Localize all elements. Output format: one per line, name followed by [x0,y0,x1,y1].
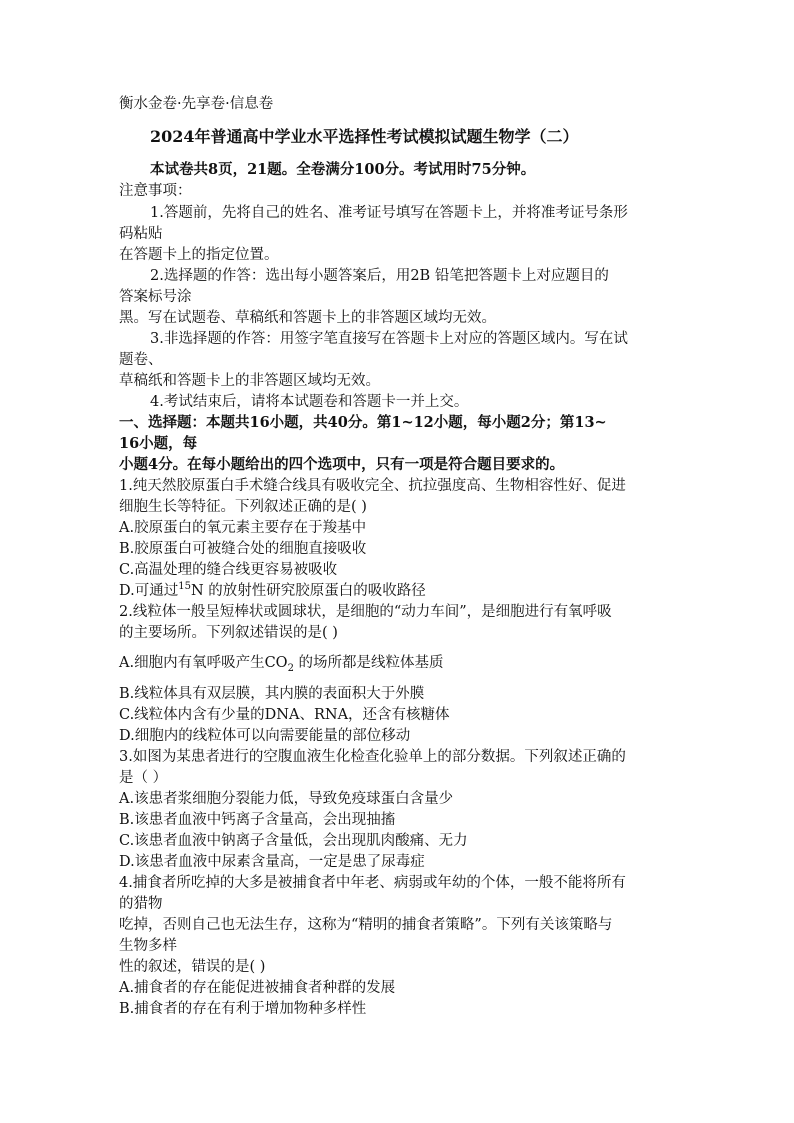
section-heading: 16小题，每 [119,435,198,452]
notice-line: 4.考试结束后，请将本试题卷和答题卡一并上交。 [150,394,469,410]
option-d-suffix: N 的放射性研究胶原蛋白的吸收路径 [190,583,426,599]
notice-line: 题卷、 [119,352,163,368]
question-stem: 1.纯天然胶原蛋白手术缝合线具有吸收完全、抗拉强度高、生物相容性好、促进 [119,478,626,494]
question-stem: 的猎物 [119,896,163,912]
question-stem: 是（ ） [119,770,168,786]
question-stem: 3.如图为某患者进行的空腹血液生化检查化验单上的部分数据。下列叙述正确的 [119,749,626,765]
notice-heading: 注意事项： [119,183,192,199]
option-a: A.胶原蛋白的氧元素主要存在于羧基中 [119,520,367,536]
question-stem: 生物多样 [119,938,177,954]
notice-line: 2.选择题的作答：选出每小题答案后，用2B 铅笔把答题卡上对应题目的 [150,268,609,284]
option-a-prefix: A.细胞内有氧呼吸产生CO [119,655,288,671]
option-a: A.捕食者的存在能促进被捕食者种群的发展 [119,980,396,996]
option-d: D.该患者血液中尿素含量高，一定是患了尿毒症 [119,854,425,870]
isotope-mass-number: 15 [178,581,191,593]
notice-line: 黑。写在试题卷、草稿纸和答题卡上的非答题区域均无效。 [119,310,496,326]
option-b: B.线粒体具有双层膜，其内膜的表面积大于外膜 [119,686,425,702]
option-d [119,581,426,601]
option-c: C.线粒体内含有少量的DNA、RNA，还含有核糖体 [119,707,450,723]
co2-subscript: 2 [287,662,294,674]
option-a-suffix: 的场所都是线粒体基质 [293,655,444,671]
option-b: B.胶原蛋白可被缝合处的细胞直接吸收 [119,541,367,557]
option-a: A.该患者浆细胞分裂能力低，导致免疫球蛋白含量少 [119,791,454,807]
option-d: D.细胞内的线粒体可以向需要能量的部位移动 [119,728,411,744]
question-stem: 性的叙述，错误的是( ) [119,959,266,975]
header-line: 衡水金卷·先享卷·信息卷 [119,96,274,112]
option-b: B.捕食者的存在有利于增加物种多样性 [119,1001,367,1017]
question-stem: 4.捕食者所吃掉的大多是被捕食者中年老、病弱或年幼的个体，一般不能将所有 [119,875,626,891]
notice-line: 3.非选择题的作答：用签字笔直接写在答题卡上对应的答题区域内。写在试 [150,331,628,347]
notice-line: 草稿纸和答题卡上的非答题区域均无效。 [119,373,380,389]
option-b: B.该患者血液中钙离子含量高，会出现抽搐 [119,812,396,828]
question-stem: 2.线粒体一般呈短棒状或圆球状，是细胞的“动力车间”，是细胞进行有氧呼吸 [119,604,612,620]
question-stem: 吃掉，否则自己也无法生存，这称为“精明的捕食者策略”。下列有关该策略与 [119,917,613,933]
option-d-prefix: D.可通过 [119,583,179,599]
exam-info: 本试卷共8页，21题。全卷满分100分。考试用时75分钟。 [150,161,536,178]
notice-line: 答案标号涂 [119,289,192,305]
section-heading: 一、选择题：本题共16小题，共40分。第1~12小题，每小题2分；第13~ [119,414,607,431]
question-stem: 的主要场所。下列叙述错误的是( ) [119,625,338,641]
notice-line: 码粘贴 [119,226,163,242]
option-a [119,653,444,673]
notice-line: 在答题卡上的指定位置。 [119,247,279,263]
option-c: C.高温处理的缝合线更容易被吸收 [119,562,338,578]
notice-line: 1.答题前，先将自己的姓名、准考证号填写在答题卡上，并将准考证号条形 [150,205,628,221]
question-stem: 细胞生长等特征。下列叙述正确的是( ) [119,499,367,515]
page-title: 2024年普通高中学业水平选择性考试模拟试题生物学（二） [150,127,579,146]
option-c: C.该患者血液中钠离子含量低，会出现肌肉酸痛、无力 [119,833,468,849]
section-heading: 小题4分。在每小题给出的四个选项中，只有一项是符合题目要求的。 [119,456,565,473]
